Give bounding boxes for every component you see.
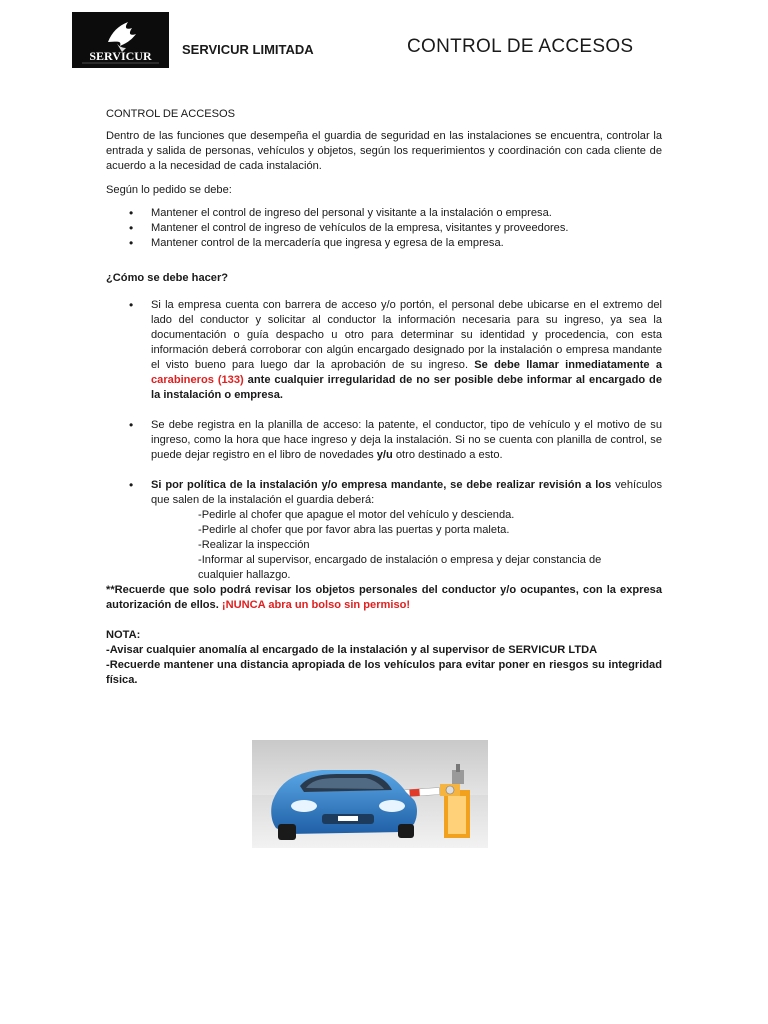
step-item: -Informar al supervisor, encargado de instalación o empresa y dejar constancia de [198,554,602,566]
step-item: -Pedirle al chofer que apague el motor del vehículo y descienda. [198,509,515,521]
list-item: • Mantener control de la mercadería que ingresa y egresa de la empresa. [106,236,662,251]
procedure-emphasis: Se debe llamar inmediatamente a [474,359,662,371]
nota-title: NOTA: [106,629,141,641]
procedure-emphasis: Si por política de la instalación y/o empresa mandante, se debe realizar revisión a los [151,479,612,491]
procedure-emphasis: ante cualquier irregularidad de no ser posible debe informar al encargado de la instalación o empresa. [151,374,662,401]
step-item: -Realizar la inspección [198,539,310,551]
section-title: CONTROL DE ACCESOS [106,108,236,120]
eagle-logo-icon [72,12,169,68]
procedure-text: otro destinado a esto. [395,449,503,461]
procedure-emphasis: y/u [376,449,393,461]
company-name: SERVICUR LIMITADA [182,42,314,57]
document-header-title: CONTROL DE ACCESOS [407,36,634,57]
procedure-text: Si la empresa cuenta con barrera de acceso y/o portón, el personal debe ubicarse en el extremo del lado del conductor y solicitar al conductor la información necesaria para su ingreso, ya sea la documentación o guía despacho u otro para determinar su identidad y procedencia, con esta información deberá corroborar con algún encargado designado por la instalación o empresa mandante el visto bueno para luego dar la aprobación de su ingreso. [151,299,662,371]
nota-line: -Recuerde mantener una distancia apropiada de los vehículos para evitar poner en riesgos su integridad física. [106,659,662,686]
inspection-steps [106,508,662,583]
step-item-continuation: cualquier hallazgo. [198,569,291,581]
svg-text:SERVICUR: SERVICUR [89,49,152,63]
step-item: -Pedirle al chofer que por favor abra las puertas y porta maleta. [198,524,510,536]
document-body [106,107,662,688]
nota-line: -Avisar cualquier anomalía al encargado de la instalación y al supervisor de SERVICUR LTDA [106,644,598,656]
car-at-barrier-icon [252,740,488,848]
list-item: • Mantener el control de ingreso de vehículos de la empresa, visitantes y proveedores. [106,221,662,236]
car-barrier-illustration [252,740,488,848]
how-title: ¿Cómo se debe hacer? [106,272,229,284]
recuerde-note [106,583,662,613]
procedure-text: Se debe registra en la planilla de acceso: la patente, el conductor, tipo de vehículo y el motivo de su ingreso, como la hora que hace ingreso y deja la instalación. Si no se cuenta con planilla de control, se puede dejar registro en el libro de novedades [151,419,662,461]
list-item [106,298,662,403]
servicur-logo [72,12,169,68]
list-item [106,418,662,463]
list-item: • Mantener el control de ingreso del personal y visitante a la instalación o empresa. [106,206,662,221]
segun-label: Según lo pedido se debe: [106,184,232,196]
list-item [106,478,662,508]
recuerde-text: **Recuerde que solo podrá revisar los objetos personales del conductor y/o ocupantes, con la expresa autorización de ellos. [106,584,662,611]
nunca-warning: ¡NUNCA abra un bolso sin permiso! [221,599,411,611]
procedure-text: vehículos que salen de la instalación el guardia deberá: [151,479,662,506]
requirements-list [106,206,662,251]
procedure-list [106,298,662,508]
carabineros-number: carabineros (133) [151,374,244,386]
intro-paragraph: Dentro de las funciones que desempeña el guardia de seguridad en las instalaciones se encuentra, controlar la entrada y salida de personas, vehículos y objetos, según los requerimientos y coordinación con cada cliente de acuerdo a la necesidad de cada instalación. [106,130,662,172]
